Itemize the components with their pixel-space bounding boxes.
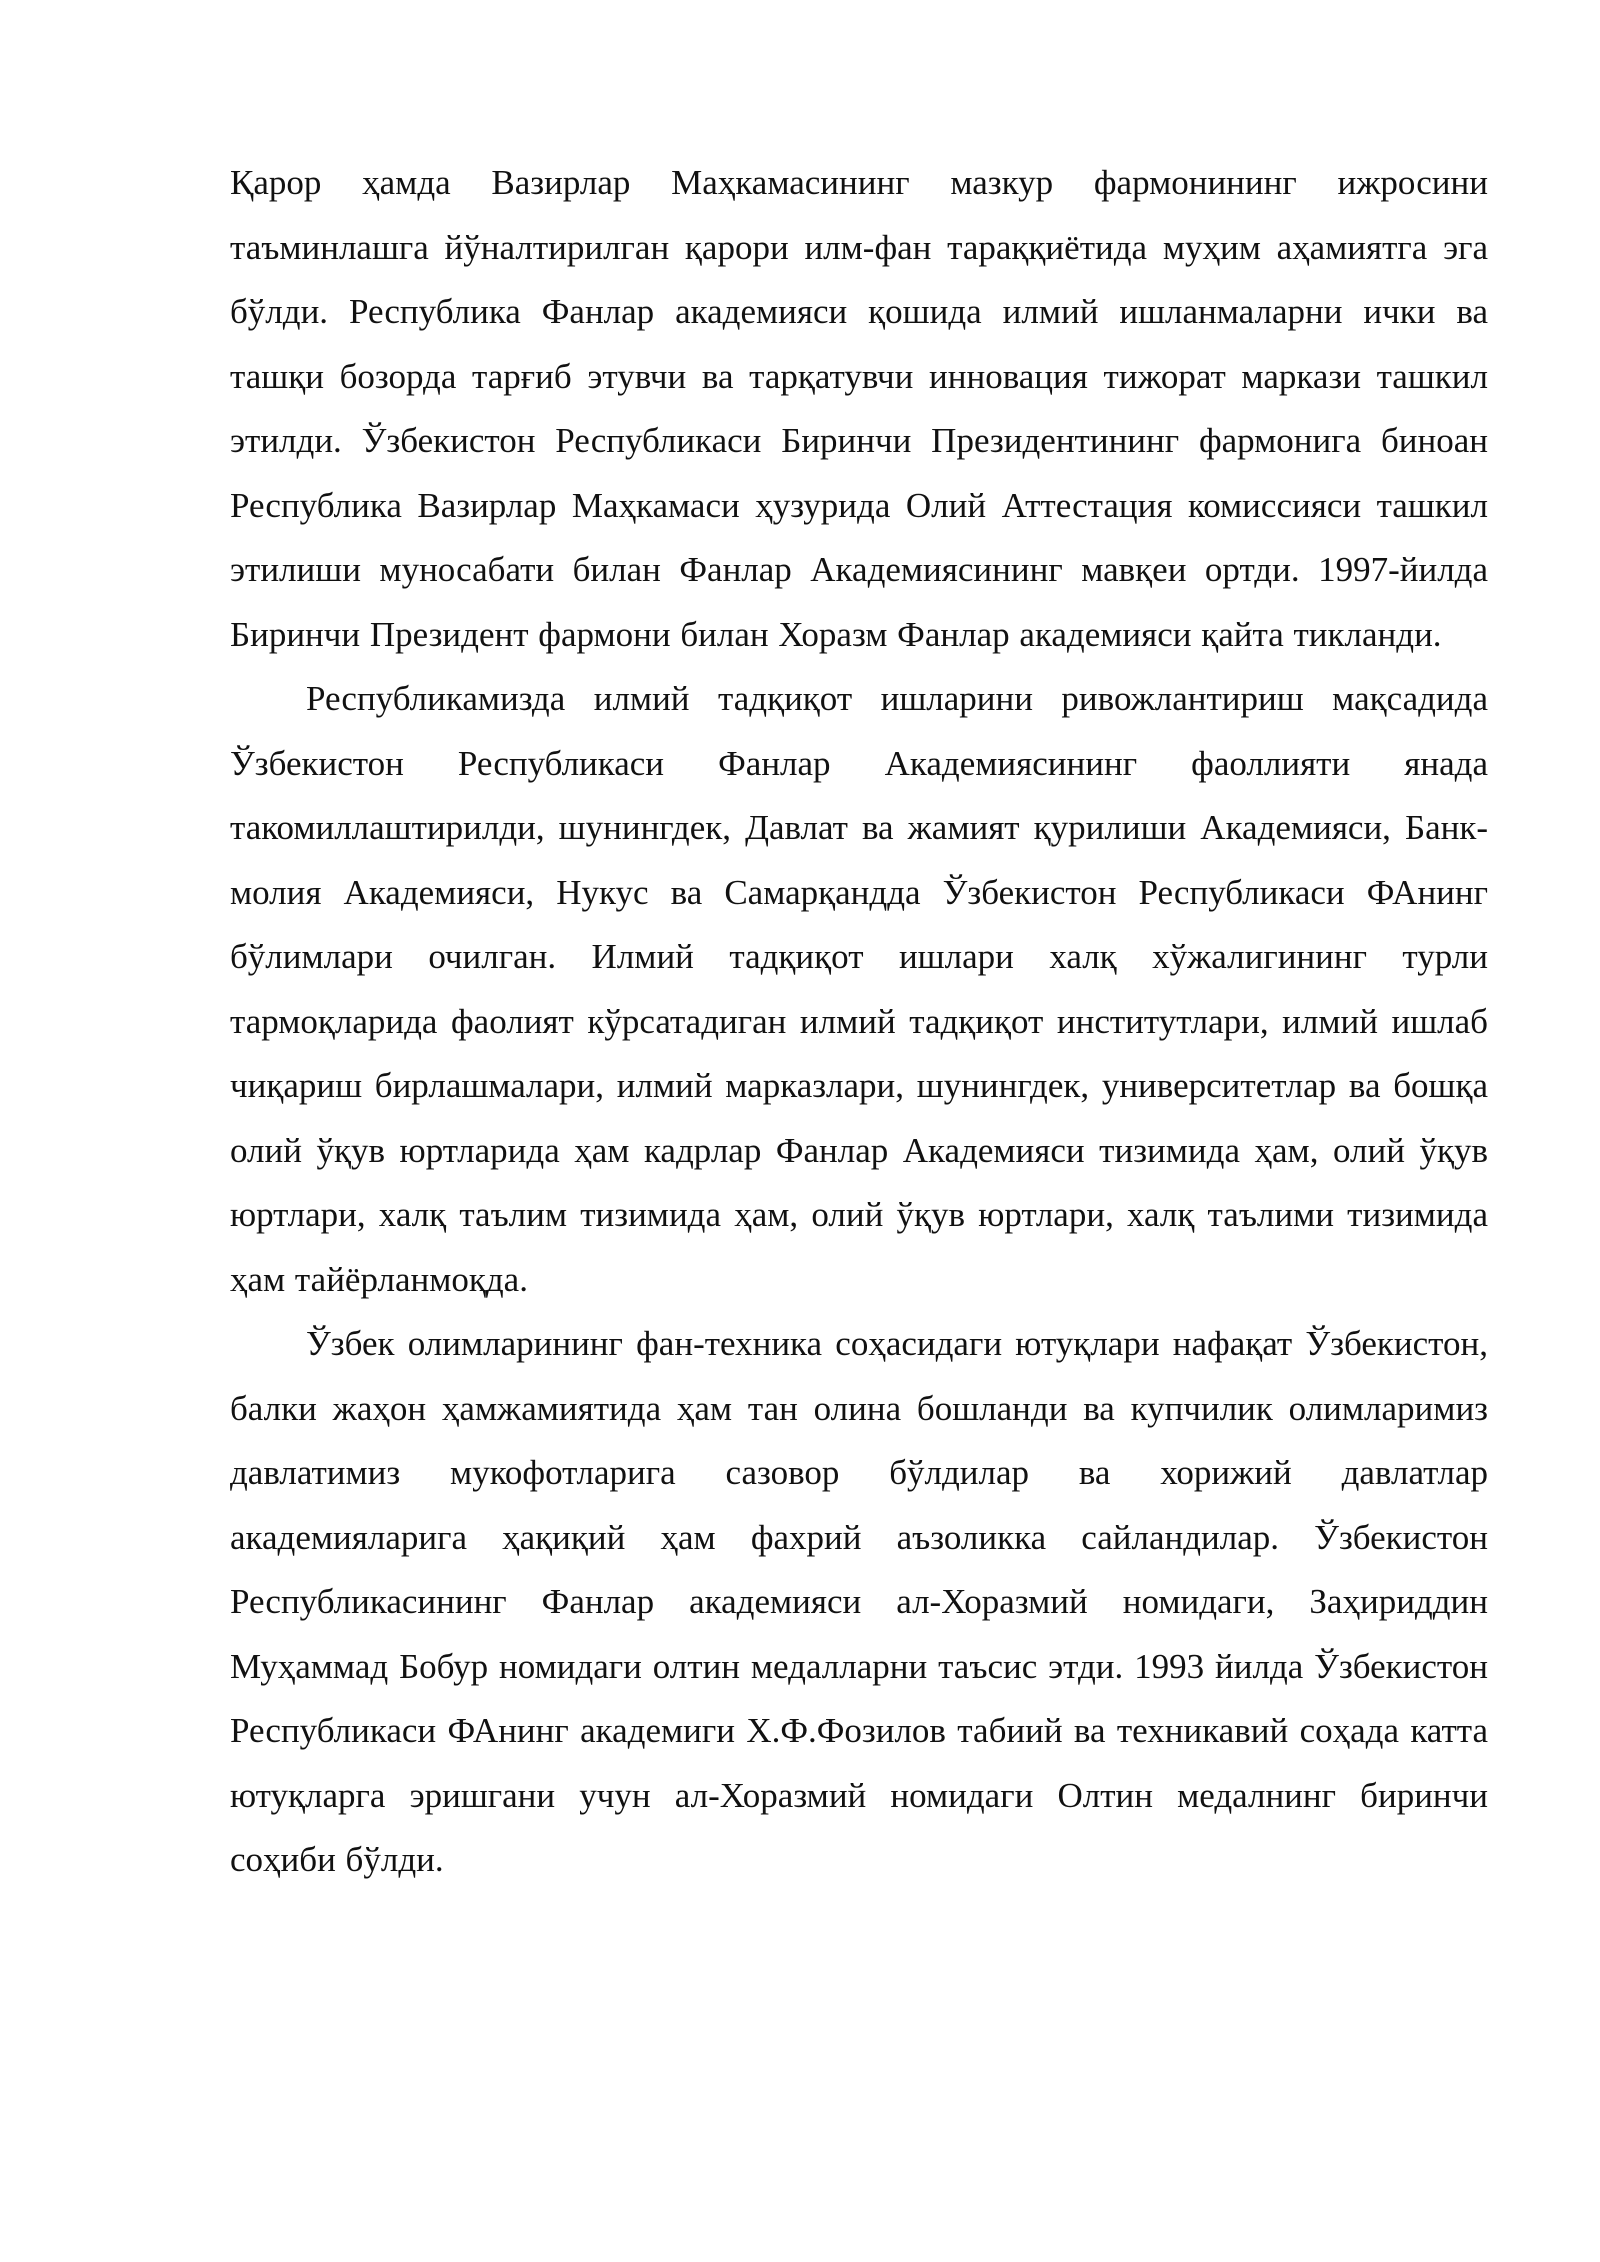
paragraph-2: Республикамизда илмий тадқиқот ишларини ривожлантириш мақсадида Ўзбекистон Республикаси Фанлар Академиясининг фаоллияти янада такомиллаштирилди, шунингдек, Давлат ва жамият қурилиши Академияси, Банк-молия Академияси, Нукус ва Самарқандда Ўзбекистон Республикаси ФАнинг бўлимлари очилган. Илмий тадқиқот ишлари халқ хўжалигининг турли тармоқларида фаолият кўрсатадиган илмий тадқиқот институтлари, илмий ишлаб чиқариш бирлашмалари, илмий марказлари, шунингдек, университетлар ва бошқа олий ўқув юртларида ҳам кадрлар Фанлар Академияси тизимида ҳам, олий ўқув юртлари, халқ таълим тизимида ҳам, олий ўқув юртлари, халқ таълими тизимида ҳам тайёрланмоқда. bbox=[230, 679, 1488, 1299]
paragraph-1: Қарор ҳамда Вазирлар Маҳкамасининг мазкур фармонининг ижросини таъминлашга йўналтирилган қарори илм-фан тараққиётида муҳим аҳамиятга эга бўлди. Республика Фанлар академияси қошида илмий ишланмаларни ички ва ташқи бозорда тарғиб этувчи ва тарқатувчи инновация тижорат маркази ташкил этилди. Ўзбекистон Республикаси Биринчи Президентининг фармонига биноан Республика Вазирлар Маҳкамаси ҳузурида Олий Аттестация комиссияси ташкил этилиши муносабати билан Фанлар Академиясининг мавқеи ортди. 1997-йилда Биринчи Президент фармони билан Хоразм Фанлар академияси қайта тикланди. bbox=[230, 163, 1488, 654]
document-page bbox=[230, 151, 1488, 1893]
paragraph-3: Ўзбек олимларининг фан-техника соҳасидаги ютуқлари нафақат Ўзбекистон, балки жаҳон ҳамжамиятида ҳам тан олина бошланди ва купчилик олимларимиз давлатимиз мукофотларига сазовор бўлдилар ва хорижий давлатлар академияларига ҳақиқий ҳам фахрий аъзоликка сайландилар. Ўзбекистон Республикасининг Фанлар академияси ал-Хоразмий номидаги, Заҳириддин Муҳаммад Бобур номидаги олтин медалларни таъсис этди. 1993 йилда Ўзбекистон Республикаси ФАнинг академиги Х.Ф.Фозилов табиий ва техникавий соҳада катта ютуқларга эришгани учун ал-Хоразмий номидаги Олтин медалнинг биринчи соҳиби бўлди. bbox=[230, 1324, 1488, 1879]
